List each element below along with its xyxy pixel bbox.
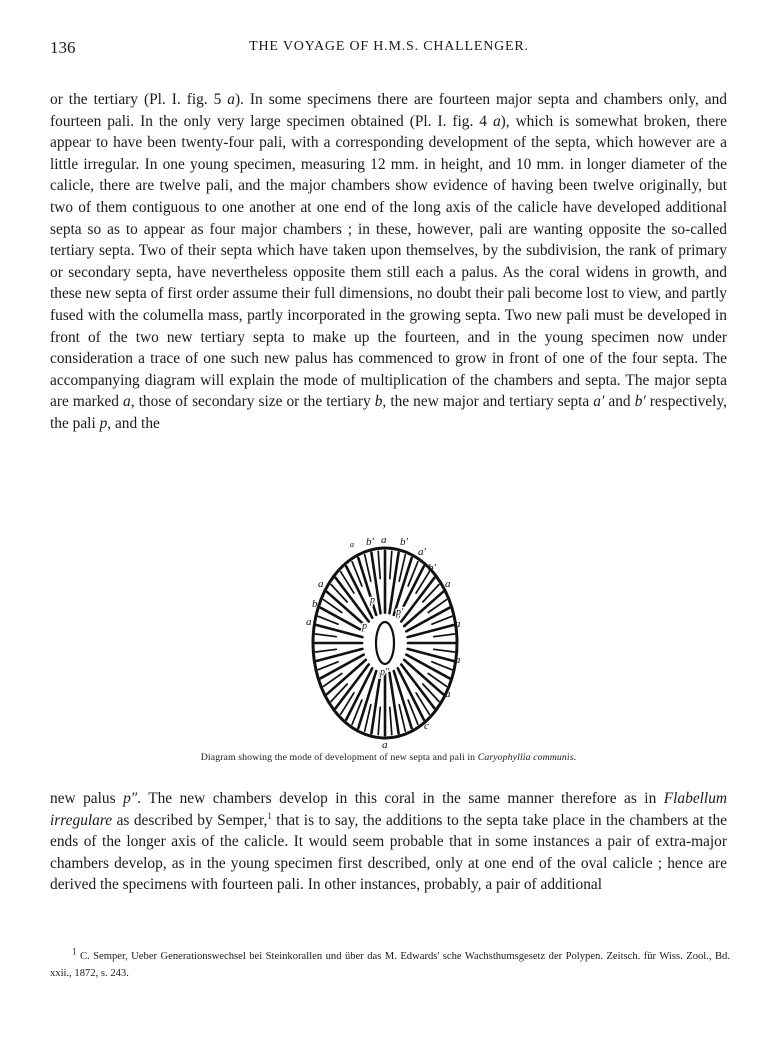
footnote-ref[interactable]: 1 xyxy=(267,810,272,821)
footnote xyxy=(50,948,730,982)
septum-line xyxy=(434,649,455,652)
text-span: ). In some specimens there are fourteen major septa and chambers only, and fourteen pali. In the only very large specimen obtained (Pl. I. fig. 4 xyxy=(50,91,727,130)
text-span: ), which is somewhat broken, there appear to have been twenty-four pali, with a corresponding development of the septa, which however are a little irregular. In one young specimen, measuring 12 mm. in height, and 10 mm. in longer diameter of the calicle, there are twelve pali, and the major chambers show evidence of having been twelve originally, but two of them contiguous to one another at one end of the long axis of the calicle have developed additional septa so as to appear as four major chambers ; in these, however, pali are wanting opposite the so-called tertiary septa. Two of their septa which have taken upon themselves, by the subdivision, the rank of primary or secondary septa, have nevertheless opposite them still each a palus. As the coral widens in growth, and these new septa of first order assume their full dimensions, no doubt their pali become lost to view, and partly fused with the columella mass, partly incorporated in the growing septa. Two new pali must be developed in front of the two new tertiary septa to make up the fourteen, and in the young specimen now under consideration a trace of one such new palus has commenced to grow in front of one of the four septa. The accompanying diagram will explain the mode of multiplication of the chambers and septa. The major septa are marked xyxy=(50,112,727,411)
italic-letter: b xyxy=(374,393,383,411)
label-palus-p-double-prime: p″ xyxy=(380,667,390,678)
septum-line xyxy=(331,684,347,702)
septum-line xyxy=(331,585,347,603)
text-span: new palus xyxy=(50,790,124,807)
caption-end: . xyxy=(573,752,577,763)
diagram-svg xyxy=(300,535,470,750)
septum-line xyxy=(390,707,392,734)
label-left-small-a: a xyxy=(350,540,354,549)
figure-caption xyxy=(50,752,727,763)
septum-line xyxy=(316,649,337,652)
septum-line xyxy=(378,551,380,578)
label-top-a: a xyxy=(381,535,387,546)
label-left-a-2: a xyxy=(306,616,312,628)
septum-line xyxy=(390,551,392,578)
label-right-a-3: a xyxy=(455,654,461,666)
septum-line xyxy=(434,634,455,637)
text-span: or the tertiary (Pl. I. fig. 5 xyxy=(50,91,228,108)
columella xyxy=(376,622,394,664)
text-span: . The new chambers develop in this coral in the same manner therefore as in xyxy=(137,790,664,807)
label-right-a-1: a xyxy=(445,578,451,590)
septum-line xyxy=(432,662,452,670)
italic-letter: a xyxy=(227,91,235,108)
label-palus-p-1: p xyxy=(370,595,375,606)
label-right-a-4: a xyxy=(445,688,451,700)
italic-letter: a′ xyxy=(593,393,605,411)
footnote-marker: 1 xyxy=(72,946,77,957)
italic-letter: b′ xyxy=(634,393,646,411)
septum-line xyxy=(423,585,439,603)
text-span: that is to say, the additions to the septa take place in the chambers at the ends of the longer axis of the calicle. It would seem probable that in some instances a pair of extra-major chambers develop, as in the young specimen first described, only at one end of the oval calicle ; hence are derived the specimens with fourteen pali. In other instances, probably, a pair of additional xyxy=(50,811,727,894)
label-top-b-prime-2: b′ xyxy=(400,536,408,548)
italic-letter: p″ xyxy=(123,790,138,807)
septum-line xyxy=(316,634,337,637)
coral-calicle-diagram xyxy=(300,535,470,750)
label-left-a-1: a xyxy=(318,578,324,590)
septum-line xyxy=(432,616,452,624)
text-span: , those of secondary size or the tertiary xyxy=(130,393,375,411)
septum-line xyxy=(318,616,338,624)
text-span: as described by Semper, xyxy=(112,811,268,829)
label-top-b-prime: b′ xyxy=(366,536,374,548)
running-title: THE VOYAGE OF H.M.S. CHALLENGER. xyxy=(249,39,529,54)
page-number: 136 xyxy=(50,38,76,57)
label-top-a-prime: a′ xyxy=(418,546,426,558)
footnote-text: C. Semper, Ueber Generationswechsel bei Steinkorallen und über das M. Edwards' sche Wachsthumsgesetz der Polypen. Zeitsch. für Wiss. Zool., Bd. xxii., 1872, s. 243. xyxy=(50,951,730,979)
text-span: , the new major and tertiary septa xyxy=(382,393,594,411)
italic-letter: a xyxy=(492,112,501,130)
body-paragraph-2 xyxy=(50,788,727,896)
text-span: and xyxy=(604,393,635,411)
label-bottom-a: a xyxy=(382,739,388,750)
text-span: , and the xyxy=(107,414,160,432)
label-bottom-c: c xyxy=(424,720,429,732)
septum-line xyxy=(378,707,380,734)
septum-line xyxy=(423,684,439,702)
septum-line xyxy=(318,662,338,670)
italic-letter: p xyxy=(99,414,108,432)
caption-text: Diagram showing the mode of development of new septa and pali in xyxy=(200,752,478,763)
italic-letter: a xyxy=(123,393,131,411)
label-palus-p-prime: p′ xyxy=(396,607,404,618)
label-left-b: b xyxy=(312,598,318,610)
caption-species: Caryophyllia communis xyxy=(477,752,574,763)
page-header xyxy=(50,38,728,62)
species-name: Flabellum irregulare xyxy=(50,790,728,829)
label-right-a-2: a xyxy=(455,618,461,630)
body-paragraph-1 xyxy=(50,89,727,435)
text-span: respectively, the pali xyxy=(50,393,728,432)
label-palus-p-2: p xyxy=(362,621,367,632)
label-right-b-prime: b′ xyxy=(428,562,436,574)
